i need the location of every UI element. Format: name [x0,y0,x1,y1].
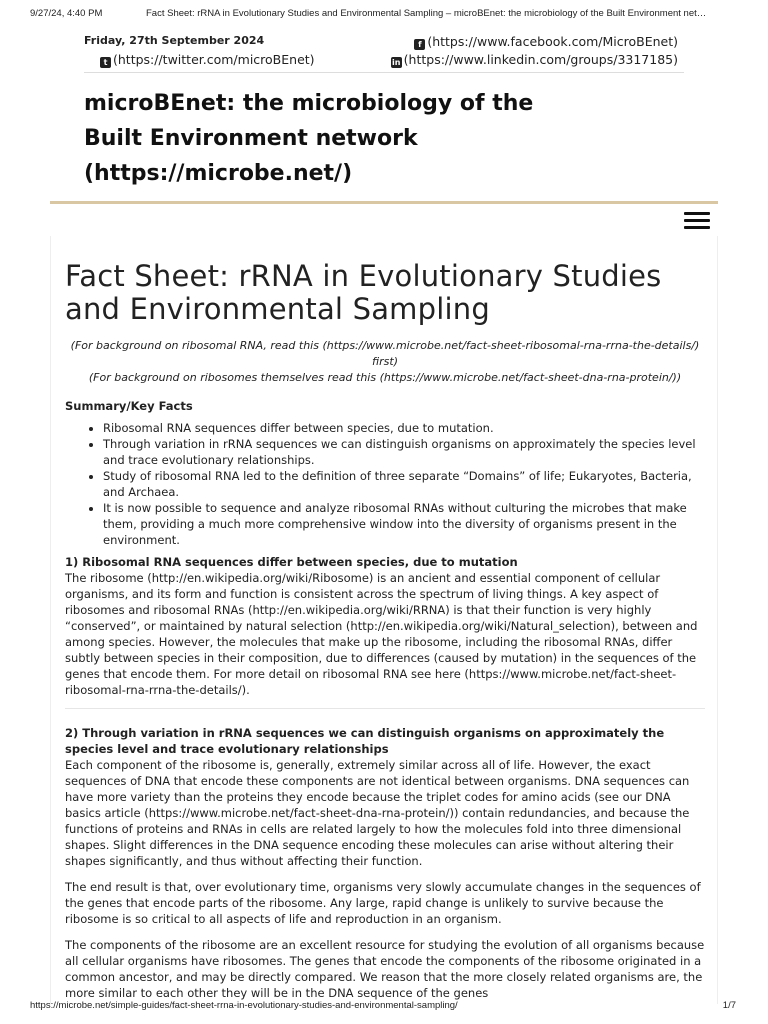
summary-item: • Ribosomal RNA sequences differ between species, due to mutation. [103,420,705,436]
section-1-paragraph: The ribosome (http://en.wikipedia.org/wiki/Ribosome) is an ancient and essential component of cellular organisms, and its form and function is consistent across the spectrum of living things. A key aspect of ribosomes and ribosomal RNAs (http://en.wikipedia.org/wiki/RRNA) is that their function is very highly “conserved”, or maintained by natural selection (http://en.wikipedia.org/wiki/Natural_selection), between and among species. However, the molecules that make up the ribosome, including the ribosomal RNAs, differ subtly between species in their composition, due to differences (caused by mutation) in the sequences of the genes that encode them. For more detail on ribosomal RNA see here (https://www.microbe.net/fact-sheet-ribosomal-rna-rrna-the-details/). [65,571,698,697]
top-divider [84,72,684,73]
twitter-icon: t [100,57,111,68]
summary-item: • It is now possible to sequence and analyze ribosomal RNAs without culturing the microbes that make them, providing a much more comprehensive window into the diversity of organisms present in the environment. [103,500,705,548]
twitter-link-text: (https://twitter.com/microBEnet) [113,52,315,67]
article-card [50,236,718,1004]
hamburger-menu-icon[interactable] [684,212,710,232]
twitter-link[interactable] [100,52,315,68]
summary-list [65,420,705,548]
section-2-heading: 2) Through variation in rRNA sequences we can distinguish organisms on approximately the species level and trace evolutionary relationships [65,726,665,756]
summary-item: • Study of ribosomal RNA led to the definition of three separate “Domains” of life; Eukaryotes, Bacteria, and Archaea. [103,468,705,500]
section-2-paragraph-3: The components of the ribosome are an excellent resource for studying the evolution of all organisms because all cellular organisms have ribosomes. The genes that encode the components of the ribosome originated in a common ancestor, and may be directly compared. We reason that the more closely related organisms are, the more similar to each other they will be in the DNA sequence of the genes [65,938,705,1000]
linkedin-link-text: (https://www.linkedin.com/groups/3317185) [403,52,678,67]
section-1-heading: 1) Ribosomal RNA sequences differ between species, due to mutation [65,555,518,569]
print-datetime: 9/27/24, 4:40 PM [30,8,103,19]
section-divider [65,708,705,709]
article-intro [65,338,705,386]
intro-ribosomes-link[interactable]: (For background on ribosomes themselves read this (https://www.microbe.net/fact-sheet-dna-rna-protein/)) [88,371,682,384]
article-title: Fact Sheet: rRNA in Evolutionary Studies and Environmental Sampling [65,259,662,326]
linkedin-link[interactable] [391,52,678,68]
site-title-line-1: microBEnet: the microbiology of the [84,91,534,116]
article-content [65,260,705,1011]
summary-item: • Through variation in rRNA sequences we can distinguish organisms on approximately the species level and trace evolutionary relationships. [103,436,705,468]
facebook-link-text: (https://www.facebook.com/MicroBEnet) [427,34,678,49]
section-2-paragraph-2: The end result is that, over evolutionary time, organisms very slowly accumulate changes in the sequences of the genes that encode parts of the ribosome. Any large, rapid change is unlikely to survive because the ribosome is so critical to all aspects of life and reproduction in an organism. [65,880,701,926]
header-rule [50,201,718,204]
site-title-link[interactable] [84,86,684,191]
current-date: Friday, 27th September 2024 [84,34,265,47]
print-page-number: 1/7 [722,1000,736,1011]
section-2-paragraph-1: Each component of the ribosome is, generally, extremely similar across all of life. However, the exact sequences of DNA that encode these components are not identical between organisms. DNA sequences can have more variety than the proteins they encode because the triplet codes for amino acids (see our DNA basics article (https://www.microbe.net/fact-sheet-dna-rna-protein/)) contain redundancies, and because the functions of proteins and RNAs in cells are related largely to how the molecules fold into three dimensional shapes. Slight differences in the DNA sequence encoding these molecules can arise without altering their shapes significantly, and thus without affecting their function. [65,758,690,868]
site-title-line-3: (https://microbe.net/) [84,161,353,186]
print-page-title: Fact Sheet: rRNA in Evolutionary Studies and Environmental Sampling – microBEnet: the microbiology of the Built Environment net… [146,8,707,19]
site-title-line-2: Built Environment network [84,126,418,151]
print-url: https://microbe.net/simple-guides/fact-sheet-rrna-in-evolutionary-studies-and-environmental-sampling/ [30,1000,458,1011]
facebook-link[interactable] [414,34,678,50]
intro-ribosomal-rna-link[interactable]: (For background on ribosomal RNA, read this (https://www.microbe.net/fact-sheet-ribosomal-rna-rrna-the-details/) first) [70,339,700,368]
summary-heading: Summary/Key Facts [65,399,193,413]
facebook-icon: f [414,39,425,50]
linkedin-icon: in [391,58,401,67]
